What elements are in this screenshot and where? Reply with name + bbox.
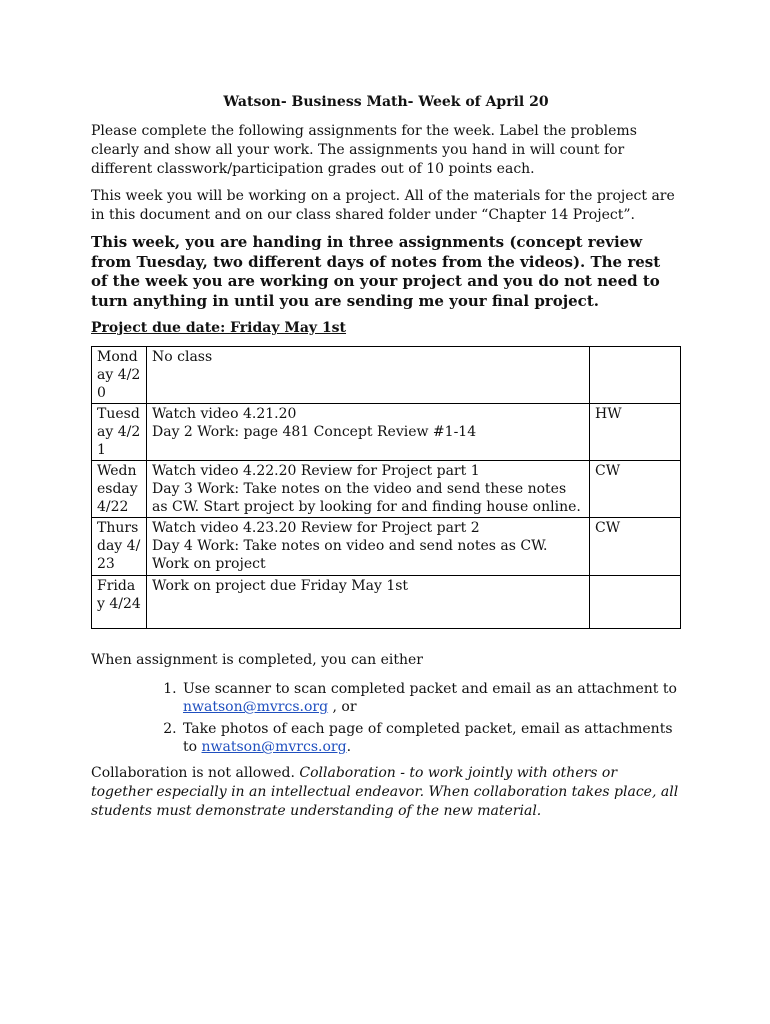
assignment-line: No class <box>152 349 213 365</box>
type-cell: CW <box>590 461 681 518</box>
assignment-line: Work on project due Friday May 1st <box>152 578 409 594</box>
email-link[interactable]: nwatson@mvrcs.org <box>183 699 329 715</box>
type-cell: HW <box>590 404 681 461</box>
collaboration-rule: Collaboration is not allowed. <box>91 765 300 781</box>
document-title: Watson- Business Math- Week of April 20 <box>223 94 549 110</box>
spacer <box>91 629 681 651</box>
email-link[interactable]: nwatson@mvrcs.org <box>201 739 347 755</box>
type-cell <box>590 576 681 629</box>
assignment-cell <box>147 518 590 576</box>
submission-item-text: Use scanner to scan completed packet and email as an attachment to <box>183 681 677 697</box>
table-row <box>92 518 681 576</box>
assignment-cell <box>147 576 590 629</box>
handin-note-paragraph: This week, you are handing in three assignments (concept review from Tuesday, two different days of notes from the videos). The rest of the week you are working on your project and you do not need to turn anything in until you are sending me your final project. <box>91 233 661 310</box>
schedule-table <box>91 346 681 629</box>
assignment-line: Day 2 Work: page 481 Concept Review #1-14 <box>152 424 477 440</box>
assignment-line: Watch video 4.23.20 Review for Project part 2 <box>152 520 480 536</box>
collaboration-definition: Collaboration - to work jointly with others or together especially in an intellectual endeavor. When collaboration takes place, all students must demonstrate understanding of the new material. <box>91 765 679 819</box>
submission-item-text: Take photos of each page of completed packet, email as attachments to <box>183 721 673 755</box>
assignment-line: Day 3 Work: Take notes on the video and send these notes as CW. Start project by looking for and finding house online. <box>152 481 581 515</box>
day-cell: Monday 4/20 <box>92 347 147 404</box>
submission-item-tail: . <box>346 739 352 755</box>
assignment-cell <box>147 461 590 518</box>
day-cell: Wednesday 4/22 <box>92 461 147 518</box>
project-note-paragraph: This week you will be working on a project. All of the materials for the project are in this document and on our class shared folder under “Chapter 14 Project”. <box>91 188 675 223</box>
assignment-line: Watch video 4.22.20 Review for Project part 1 <box>152 463 480 479</box>
list-item <box>181 680 681 716</box>
intro-paragraph: Please complete the following assignments for the week. Label the problems clearly and show all your work. The assignments you hand in will count for different classwork/participation grades out of 10 points each. <box>91 123 637 177</box>
day-cell: Friday 4/24 <box>92 576 147 629</box>
assignment-cell <box>147 404 590 461</box>
day-cell: Thursday 4/23 <box>92 518 147 576</box>
submission-list <box>91 680 681 756</box>
submission-lead: When assignment is completed, you can either <box>91 652 423 668</box>
assignment-cell <box>147 347 590 404</box>
assignment-line: Day 4 Work: Take notes on video and send notes as CW. Work on project <box>152 538 548 572</box>
table-row <box>92 347 681 404</box>
project-due-date: Project due date: Friday May 1st <box>91 320 347 336</box>
type-cell: CW <box>590 518 681 576</box>
document-page <box>91 92 681 829</box>
submission-item-tail: , or <box>328 699 357 715</box>
table-row <box>92 461 681 518</box>
type-cell <box>590 347 681 404</box>
table-row <box>92 404 681 461</box>
assignment-line: Watch video 4.21.20 <box>152 406 297 422</box>
list-item <box>181 720 681 756</box>
table-row <box>92 576 681 629</box>
collaboration-paragraph <box>91 764 681 821</box>
day-cell: Tuesday 4/21 <box>92 404 147 461</box>
